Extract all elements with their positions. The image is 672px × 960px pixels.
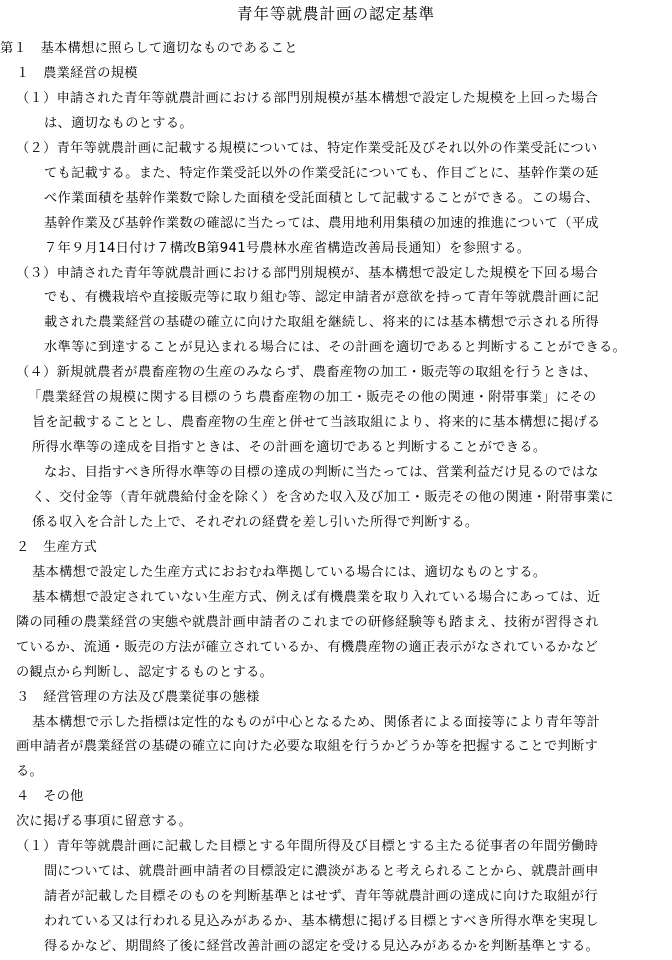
paragraph-line: る。 [16,764,44,779]
paragraph-line: 間については、就農計画申請者の目標設定に濃淡があると考えられることから、就農計画申 [44,864,599,879]
paragraph-line: 水準等に到達することが見込まれる場合には、その計画を適切であると判断することができる。 [44,340,627,355]
paragraph-line: （２）青年等就農計画に記載する規模については、特定作業受託及びそれ以外の作業受託につい [16,141,598,156]
document-title: 青年等就農計画の認定基準 [236,5,435,23]
paragraph-line: 旨を記載することとし、農畜産物の生産と併せて当該取組により、将来的に基本構想に掲げる [32,415,601,430]
paragraph-line: （４）新規就農者が農畜産物の生産のみならず、農畜産物の加工・販売等の取組を行うときは、 [16,365,598,380]
paragraph-line: ても記載する。また、特定作業受託以外の作業受託についても、作目ごとに、基幹作業の延 [44,166,599,181]
subsection-heading: ３ 経営管理の方法及び農業従事の態様 [16,690,260,705]
paragraph-line: （３）申請された青年等就農計画における部門別規模が、基本構想で設定した規模を下回る場合 [16,266,599,281]
paragraph-line: 基幹作業及び基幹作業数の確認に当たっては、農用地利用集積の加速的推進について（平成 [44,216,599,231]
paragraph-line: （１）青年等就農計画に記載した目標とする年間所得及び目標とする主たる従事者の年間労働時 [16,839,599,854]
paragraph-line: 基本構想で設定されていない生産方式、例えば有機農業を取り入れている場合にあっては、近 [32,590,601,605]
paragraph-line: 係る収入を合計した上で、それぞれの経費を差し引いた所得で判断する。 [32,515,479,530]
paragraph-line: 画申請者が農業経営の基礎の確立に向けた必要な取組を行うかどうか等を把握することで判断す [16,739,599,754]
paragraph-line: く、交付金等（青年就農給付金を除く）を含めた収入及び加工・販売その他の関連・附帯事業に [32,490,614,505]
paragraph-line: われている又は行われる見込みがあるか、基本構想に掲げる目標とすべき所得水準を実現し [44,914,599,929]
paragraph-line: 載された農業経営の基礎の確立に向けた取組を継続し、将来的には基本構想で示される所得 [44,315,600,330]
paragraph-line: 基本構想で設定した生産方式におおむね準拠している場合には、適切なものとする。 [32,565,547,580]
paragraph-line: （１）申請された青年等就農計画における部門別規模が基本構想で設定した規模を上回った場合 [16,91,599,106]
paragraph-line: 得るかなど、期間終了後に経営改善計画の認定を受ける見込みがあるかを判断基準とする。 [44,939,600,954]
section-heading: 第１ 基本構想に照らして適切なものであること [0,41,298,56]
paragraph-line: べ作業面積を基幹作業数で除した面積を受託面積として記載することができる。この場合、 [44,191,600,206]
paragraph-line: 所得水準等の達成を目指すときは、その計画を適切であると判断することができる。 [32,440,547,455]
paragraph-line: 基本構想で示した指標は定性的なものが中心となるため、関係者による面接等により青年等計 [32,715,601,730]
paragraph-line: でも、有機栽培や直接販売等に取り組む等、認定申請者が意欲を持って青年等就農計画に記 [44,290,600,305]
paragraph-line: は、適切なものとする。 [44,116,193,131]
paragraph-line: 「農業経営の規模に関する目標のうち農畜産物の加工・販売その他の関連・附帯事業」にその [28,390,597,405]
paragraph-line: 隣の同種の農業経営の実態や就農計画申請者のこれまでの研修経験等も踏まえ、技術が習得され [16,615,599,630]
subsection-heading: ２ 生産方式 [16,540,98,555]
paragraph-line: の観点から判断し、認定するものとする。 [16,665,274,680]
paragraph-line: ているか、流通・販売の方法が確立されているか、有機農産物の適正表示がなされているかなど [16,640,599,655]
paragraph-line: ７年９月14日付け７構改B第941号農林水産省構造改善局長通知）を参照する。 [44,241,531,256]
paragraph-line: なお、目指すべき所得水準等の目標の達成の判断に当たっては、営業利益だけ見るのではな [44,465,599,480]
paragraph-line: 次に掲げる事項に留意する。 [16,814,192,829]
subsection-heading: １ 農業経営の規模 [16,66,138,81]
paragraph-line: 請者が記載した目標そのものを判断基準とはせず、青年等就農計画の達成に向けた取組が行 [44,889,598,904]
subsection-heading: ４ その他 [16,789,84,804]
